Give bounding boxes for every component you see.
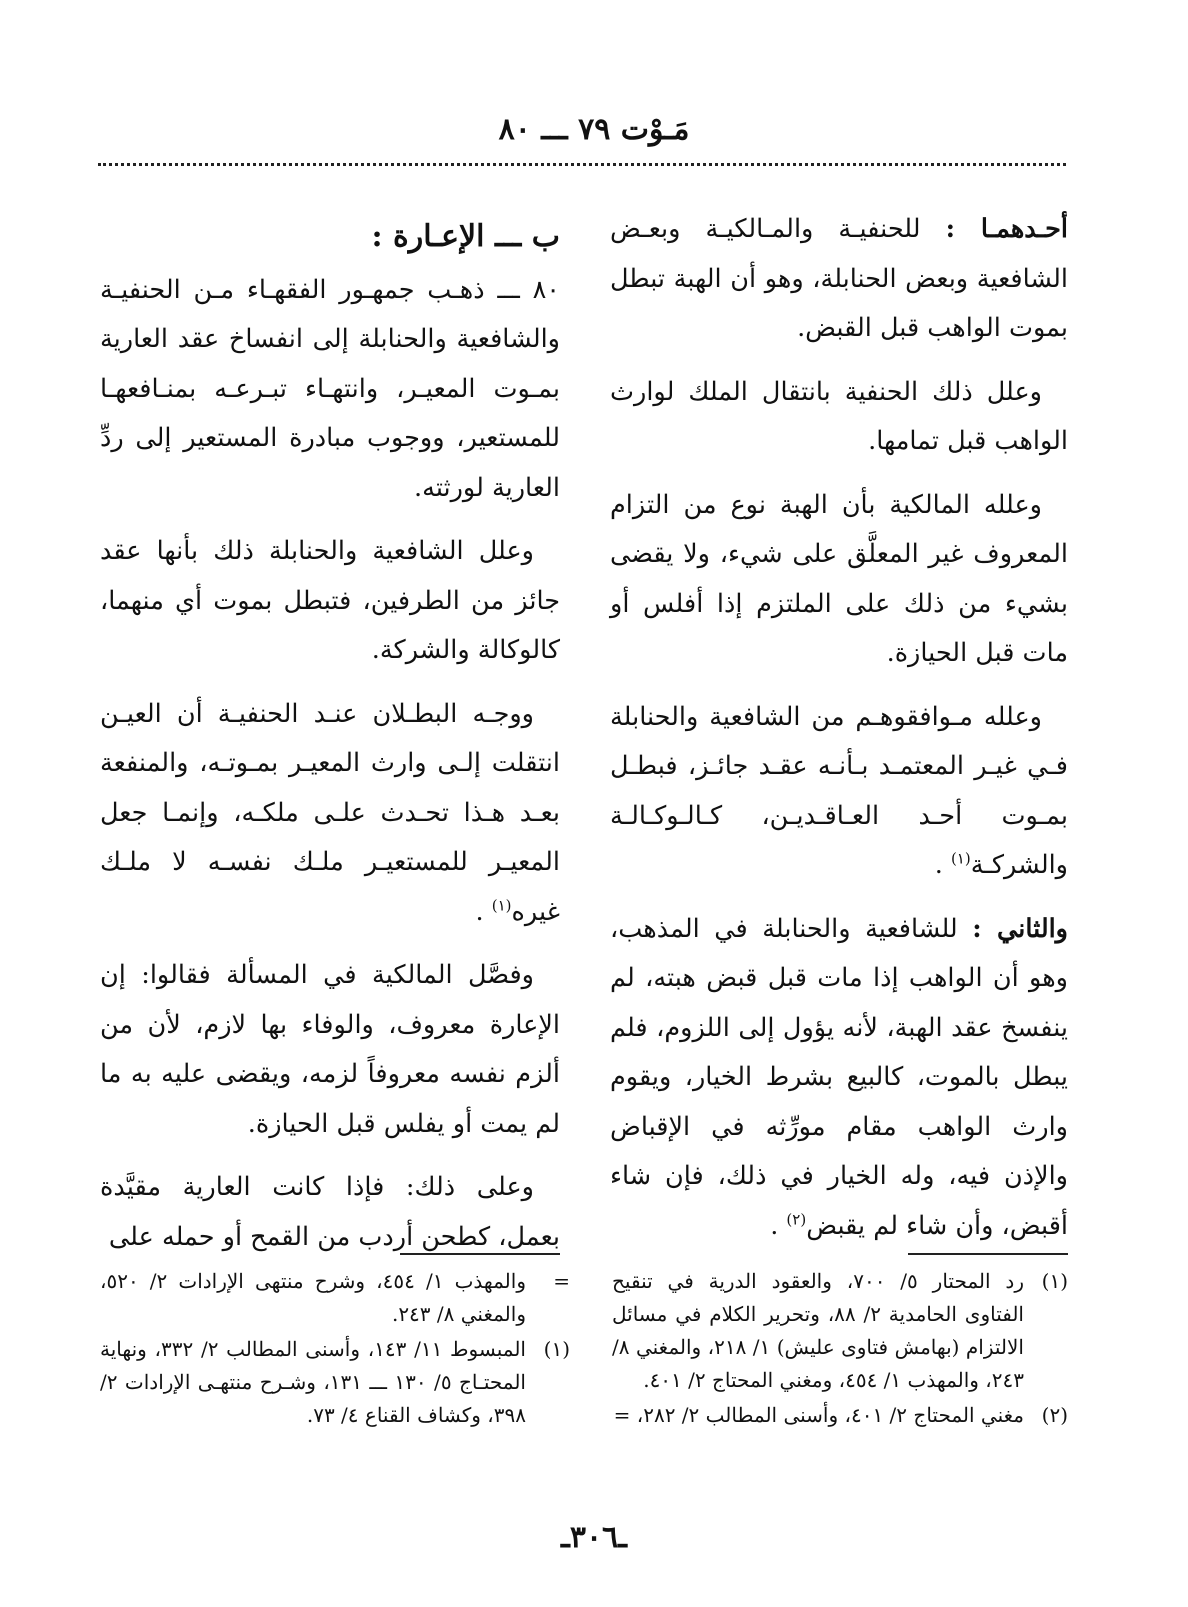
paragraph-text: وعلى ذلك: فإذا كانت العارية مقيَّدة بعمل، كطحن أردب من القمح أو حمله على <box>100 1172 560 1252</box>
paragraph <box>610 481 1068 679</box>
footnote-ref[interactable]: (٢) <box>786 1210 807 1228</box>
running-head-title: مَـوْت ٧٩ ـــ ٨٠ <box>498 112 690 147</box>
footnotes-left <box>100 1265 570 1434</box>
footnote-number: (١) <box>543 1337 570 1361</box>
paragraph-tail: . <box>475 896 492 927</box>
paragraph <box>100 690 560 938</box>
footnote-item <box>612 1265 1068 1397</box>
paragraph-text: وعلل ذلك الحنفية بانتقال الملك لوارث الواهب قبل تمامها. <box>610 376 1068 456</box>
footnote-number: (٢) <box>1041 1403 1068 1427</box>
paragraph-lead: والثاني : <box>972 913 1068 944</box>
footnotes-right <box>612 1265 1068 1434</box>
paragraph-tail: . <box>934 850 951 880</box>
paragraph <box>610 368 1068 467</box>
paragraph-text: وعلل الشافعية والحنابلة ذلك بأنها عقد جائز من الطرفين، فتبطل بموت أي منهما، كالوكالة والشركة. <box>100 536 560 665</box>
paragraph <box>100 951 560 1149</box>
paragraph-text: ٨٠ ـــ ذهـب جمهـور الفقهـاء مـن الحنفيـة والشافعية والحنابلة إلى انفساخ عقد العارية بمـوت المعيـر، وانتهـاء تبـرعـه بمنـافعهـا للمستعير، ووجوب مبادرة المستعير إلى ردِّ العارية لورثته. <box>100 274 560 503</box>
footnote-item <box>100 1333 570 1432</box>
paragraph <box>610 905 1068 1252</box>
footnote-ref[interactable]: (١) <box>491 896 512 914</box>
paragraph-tail: . <box>770 1210 787 1241</box>
footnote-rule-left <box>400 1253 560 1255</box>
paragraph <box>100 266 560 514</box>
footnote-number: (١) <box>1041 1269 1068 1293</box>
paragraph <box>610 693 1068 891</box>
paragraph-lead: أحـدهمـا : <box>945 214 1068 244</box>
footnote-item <box>100 1265 570 1331</box>
paragraph-text: للحنفيـة والمـالكيـة وبعـض الشافعية وبعض الحنابلة، وهو أن الهبة تبطل بموت الواهب قبل القبض. <box>610 214 1068 343</box>
paragraph-text: للشافعية والحنابلة في المذهب، وهو أن الواهب إذا مات قبل قبض هبته، لم ينفسخ عقد الهبة، لأنه يؤول إلى اللزوم، فلم يبطل بالموت، كالبيع بشرط الخيار، ويقوم وارث الواهب مقام مورِّثه في الإقباض والإذن فيه، وله الخيار في ذلك، فإن شاء أقبض، وأن شاء لم يقبض <box>610 913 1068 1241</box>
paragraph-text: ووجـه البطـلان عنـد الحنفيـة أن العيـن انتقلت إلـى وارث المعيـر بمـوتـه، والمنفعة بعـد هـذا تحـدث علـى ملكـه، وإنمـا جعل المعيـر للمستعيـر ملـك نفسـه لا ملـك غيره <box>100 698 560 927</box>
page-number: ـ٣٠٦ـ <box>561 1520 627 1555</box>
footnote-text: رد المحتار ٥/ ٧٠٠، والعقود الدرية في تنقيح الفتاوى الحامدية ٢/ ٨٨، وتحرير الكلام في مسائل الالتزام (بهامش فتاوى عليش) ١/ ٢١٨، والمغني ٨/ ٢٤٣، والمهذب ١/ ٤٥٤، ومغني المحتاج ٢/ ٤٠١. <box>612 1269 1024 1392</box>
paragraph <box>100 527 560 676</box>
paragraph-text: وعلله المالكية بأن الهبة نوع من التزام المعروف غير المعلَّق على شيء، ولا يقضى بشيء من ذلك على الملتزم إذا أفلس أو مات قبل الحيازة. <box>610 489 1068 668</box>
paragraph-text: وعلله مـوافقوهـم من الشافعية والحنابلة فـي غيـر المعتمـد بـأنـه عقـد جائـز، فبطـل بمـوت أحـد العـاقـديـن، كـالـوكـالـة والشركـة <box>610 701 1068 880</box>
right-text-column <box>610 205 1068 1265</box>
left-text-column <box>100 212 560 1276</box>
paragraph <box>100 1163 560 1262</box>
footnote-ref[interactable]: (١) <box>950 849 971 868</box>
footnote-continuation-mark: = <box>553 1269 570 1293</box>
footnote-text: مغني المحتاج ٢/ ٤٠١، وأسنى المطالب ٢/ ٢٨٢، = <box>613 1403 1024 1427</box>
paragraph-text: وفصَّل المالكية في المسألة فقالوا: إن الإعارة معروف، والوفاء بها لازم، لأن من ألزم نفسه معروفاً لزمه، ويقضى عليه به ما لم يمت أو يفلس قبل الحيازة. <box>100 960 560 1139</box>
footnote-rule-right <box>908 1253 1068 1255</box>
section-heading: ب ـــ الإعـارة : <box>371 219 560 254</box>
footnote-text: والمهذب ١/ ٤٥٤، وشرح منتهى الإرادات ٢/ ٥٢٠، والمغني ٨/ ٢٤٣. <box>100 1269 526 1326</box>
header-dotted-rule <box>98 163 1066 166</box>
footnote-item <box>612 1399 1068 1432</box>
footnote-text: المبسوط ١١/ ١٤٣، وأسنى المطالب ٢/ ٣٣٢، ونهاية المحتـاج ٥/ ١٣٠ ـــ ١٣١، وشـرح منتهـى الإرادات ٢/ ٣٩٨، وكشاف القناع ٤/ ٧٣. <box>100 1337 526 1427</box>
paragraph <box>610 205 1068 354</box>
